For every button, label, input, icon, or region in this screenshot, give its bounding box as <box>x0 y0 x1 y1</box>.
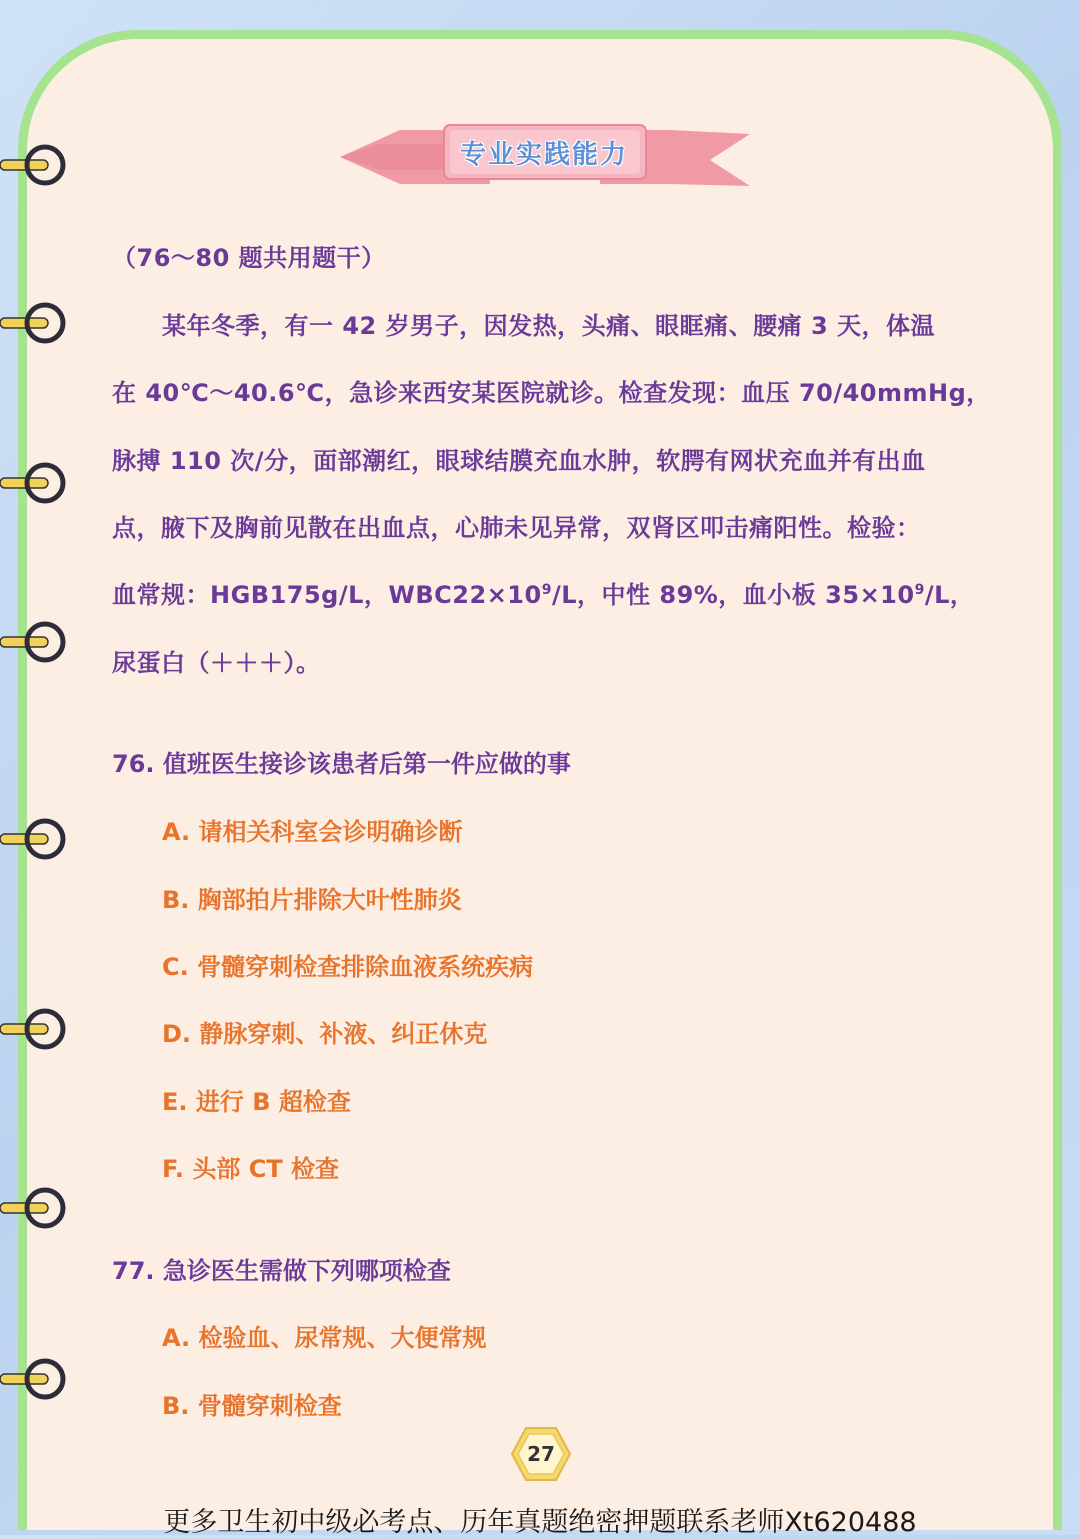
q77-option-b[interactable]: B. 骨髓穿刺检查 <box>162 1392 342 1420</box>
passage-line: 某年冬季，有一 42 岁男子，因发热，头痛、眼眶痛、腰痛 3 天，体温 <box>162 312 936 340</box>
lab-text: /L， <box>924 581 975 609</box>
passage-lab-line <box>112 575 974 610</box>
q77-option-a[interactable]: A. 检验血、尿常规、大便常规 <box>162 1324 487 1352</box>
binder-ring-icon <box>0 1183 75 1233</box>
q76-option-d[interactable]: D. 静脉穿刺、补液、纠正休克 <box>162 1020 488 1048</box>
question-76-stem: 76. 值班医生接诊该患者后第一件应做的事 <box>112 750 571 778</box>
binder-ring-icon <box>0 298 75 348</box>
lab-exponent: 9 <box>914 582 925 598</box>
question-77-stem: 77. 急诊医生需做下列哪项检查 <box>112 1257 451 1285</box>
section-title: 专业实践能力 <box>459 139 628 170</box>
binder-ring-icon <box>0 458 75 508</box>
q76-option-b[interactable]: B. 胸部拍片排除大叶性肺炎 <box>162 886 462 914</box>
q76-option-f[interactable]: F. 头部 CT 检查 <box>162 1155 340 1183</box>
binder-ring-icon <box>0 1004 75 1054</box>
q76-option-a[interactable]: A. 请相关科室会诊明确诊断 <box>162 818 463 846</box>
lab-text: 血常规：HGB175g/L，WBC22×10 <box>112 581 542 609</box>
binder-ring-icon <box>0 140 75 190</box>
passage-line: 尿蛋白（＋＋＋）。 <box>112 649 321 677</box>
binder-ring-icon <box>0 814 75 864</box>
lab-text: /L，中性 89%，血小板 35×10 <box>551 581 915 609</box>
page-number: 27 <box>527 1442 555 1466</box>
lab-exponent: 9 <box>541 582 552 598</box>
binder-ring-icon <box>0 617 75 667</box>
passage-header: （76～80 题共用题干） <box>112 244 386 272</box>
binder-ring-icon <box>0 1354 75 1404</box>
footer-contact-text: 更多卫生初中级必考点、历年真题绝密押题联系老师Xt620488 <box>163 1507 917 1538</box>
passage-line: 在 40℃～40.6℃，急诊来西安某医院就诊。检查发现：血压 70/40mmHg， <box>112 379 991 407</box>
passage-line: 点，腋下及胸前见散在出血点，心肺未见异常，双肾区叩击痛阳性。检验： <box>112 514 921 542</box>
passage-line: 脉搏 110 次/分，面部潮红，眼球结膜充血水肿，软腭有网状充血并有出血 <box>112 447 926 475</box>
q76-option-c[interactable]: C. 骨髓穿刺检查排除血液系统疾病 <box>162 953 534 981</box>
q76-option-e[interactable]: E. 进行 B 超检查 <box>162 1088 351 1116</box>
